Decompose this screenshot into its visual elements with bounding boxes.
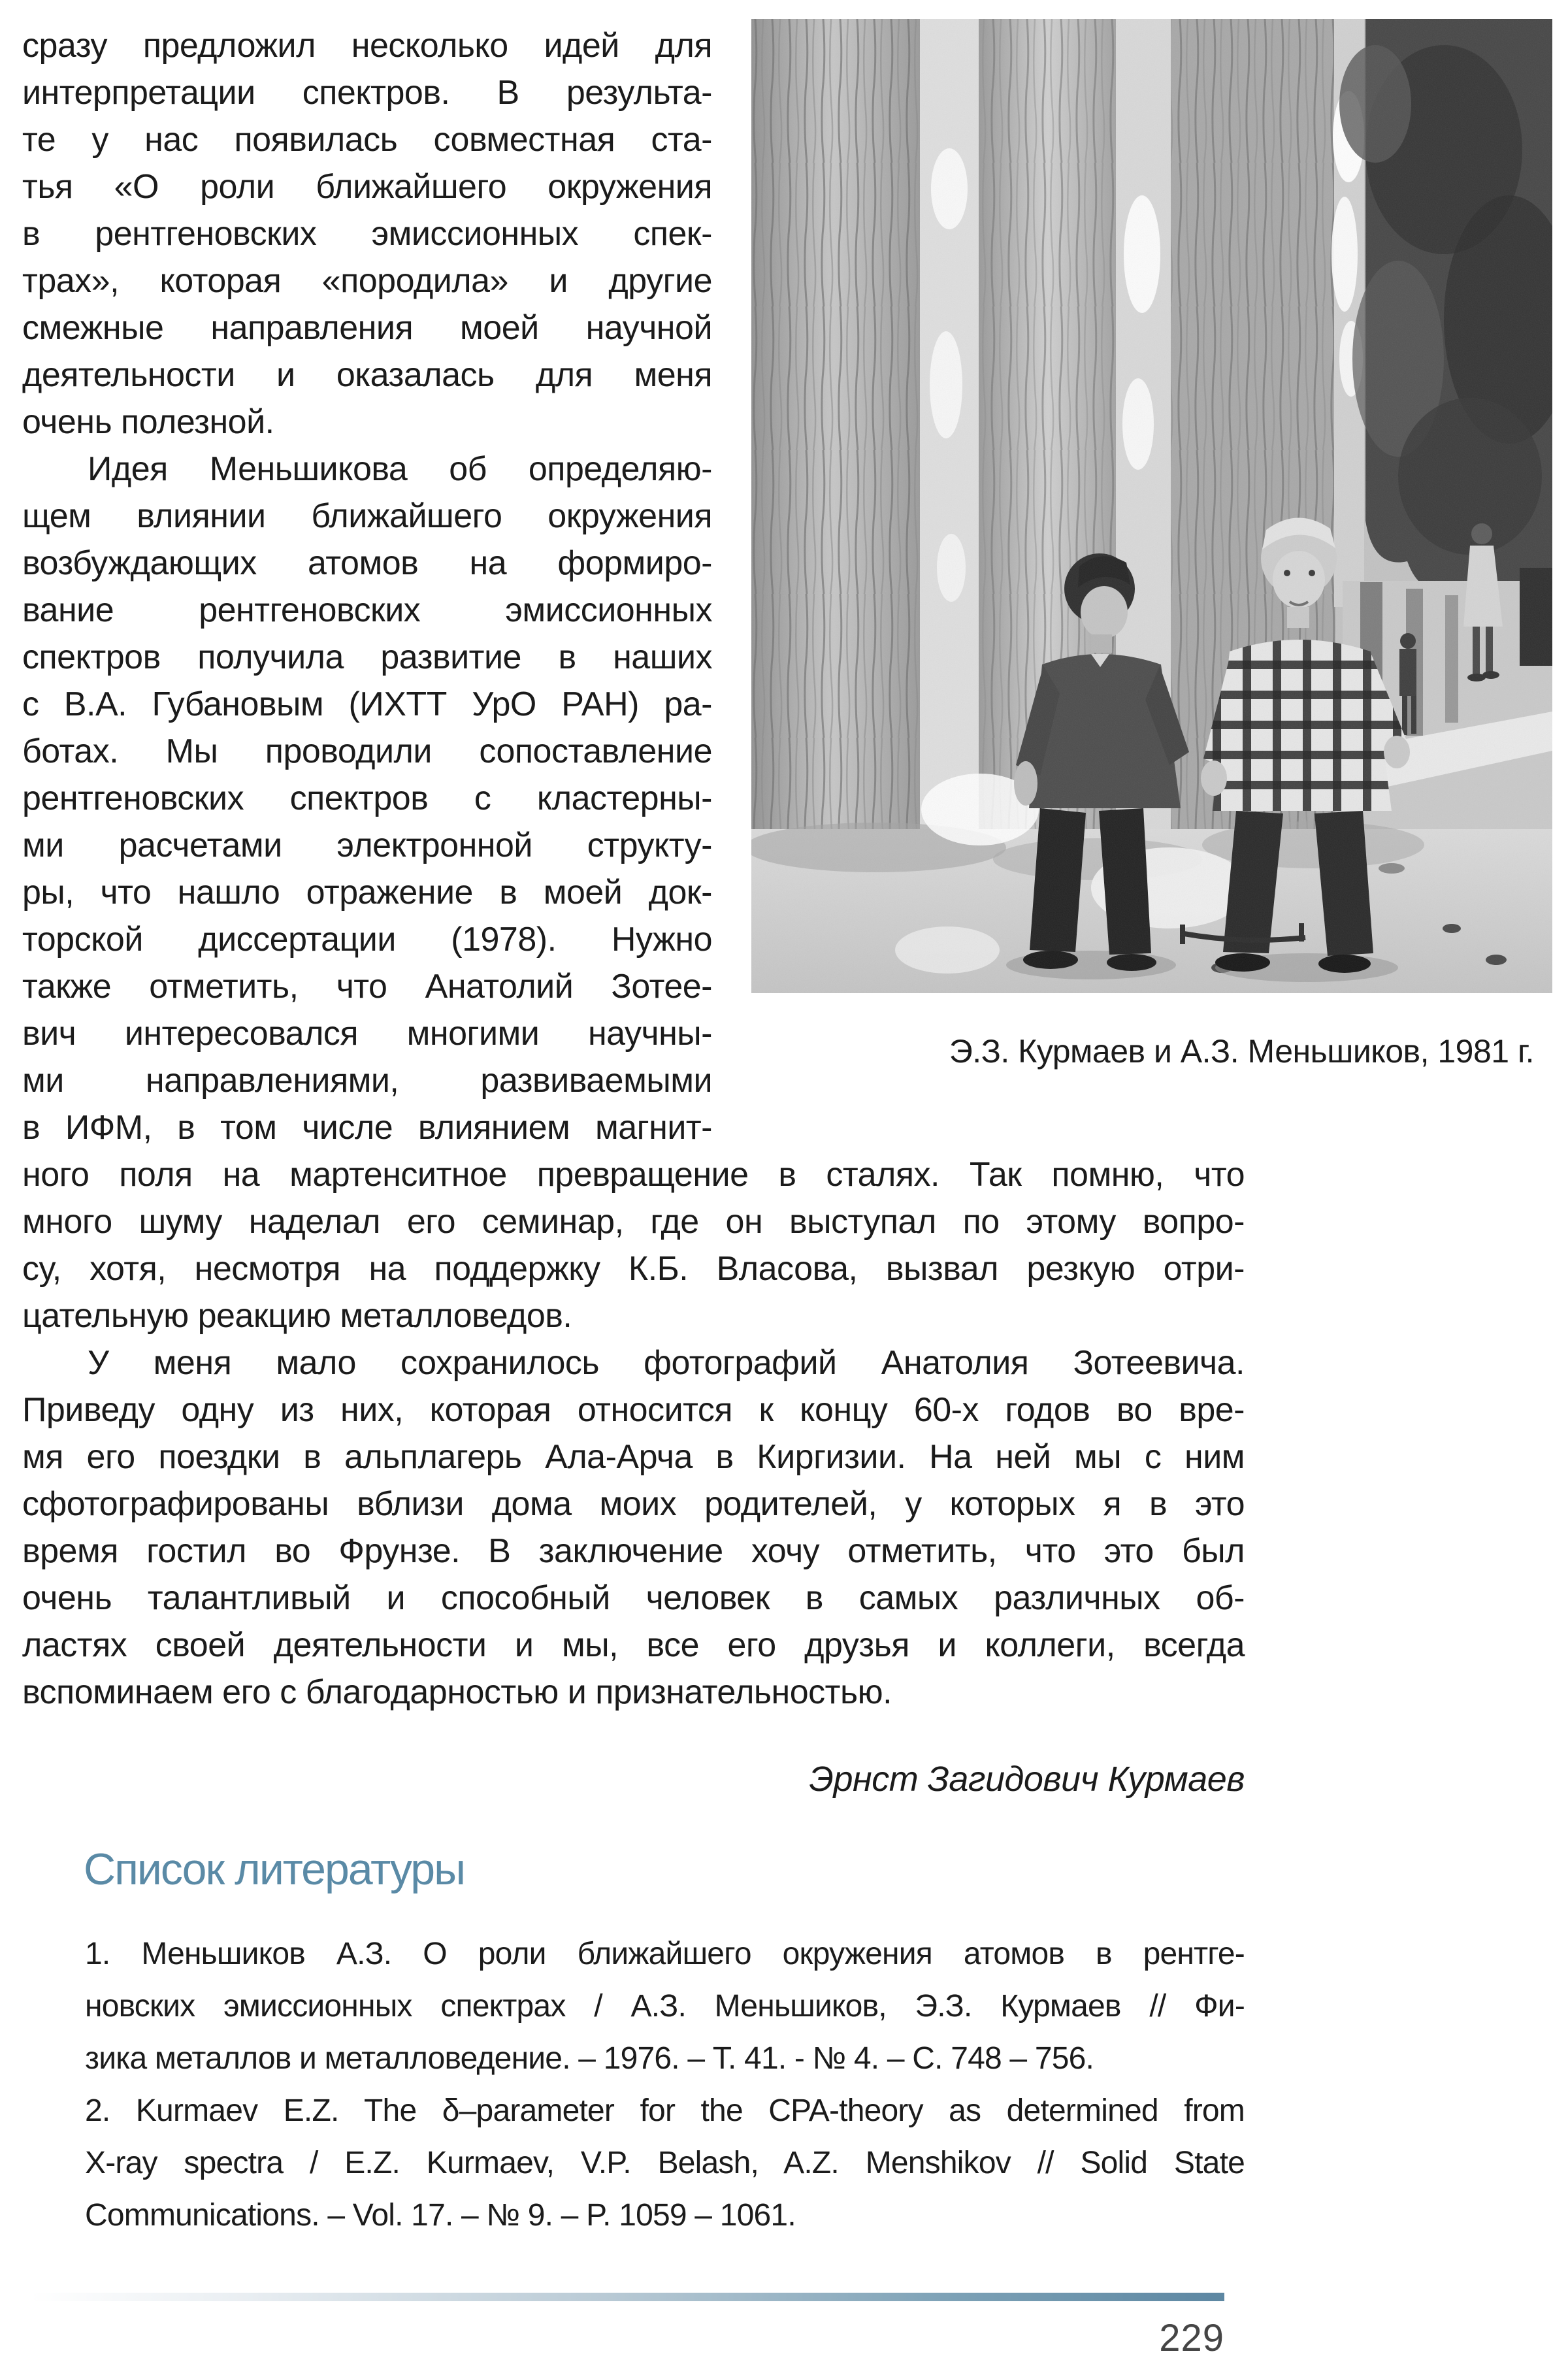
- text-line: торской диссертации (1978). Нужно: [22, 921, 712, 959]
- text-line: ботах. Мы проводили сопоставление: [22, 732, 712, 770]
- text-line: время гостил во Фрунзе. В заключение хочу отметить, что это был: [22, 1532, 1245, 1570]
- text-line: вспоминаем его с благодарностью и признательностью.: [22, 1673, 892, 1711]
- text-line: У меня мало сохранилось фотографий Анатолия Зотеевича.: [88, 1344, 1245, 1382]
- references-list: [85, 1928, 1245, 2242]
- page-number: 229: [1159, 2317, 1224, 2359]
- text-line: сфотографированы вблизи дома моих родителей, у которых я в это: [22, 1485, 1245, 1523]
- text-line: с В.А. Губановым (ИХТТ УрО РАН) ра-: [22, 685, 712, 723]
- text-line: вание рентгеновских эмиссионных: [22, 591, 712, 629]
- text-line: те у нас появилась совместная ста-: [22, 121, 712, 159]
- text-line: 1. Меньшиков А.З. О роли ближайшего окружения атомов в рентге-: [85, 1937, 1245, 1971]
- photo-image: [751, 19, 1552, 993]
- text-line: зика металлов и металловедение. – 1976. – Т. 41. - № 4. – С. 748 – 756.: [85, 2041, 1094, 2076]
- text-line: ного поля на мартенситное превращение в сталях. Так помню, что: [22, 1156, 1245, 1194]
- references-heading: Список литературы: [84, 1844, 465, 1894]
- body-text-column: [22, 22, 712, 1151]
- text-line: очень талантливый и способный человек в самых различных об-: [22, 1579, 1245, 1617]
- photo-caption: Э.З. Курмаев и А.З. Меньшиков, 1981 г.: [949, 1033, 1534, 1070]
- text-line: вич интересовался многими научны-: [22, 1015, 712, 1053]
- text-line: рентгеновских спектров с кластерны-: [22, 779, 712, 817]
- text-line: также отметить, что Анатолий Зотее-: [22, 968, 712, 1006]
- text-line: ми расчетами электронной структу-: [22, 827, 712, 864]
- text-line: сразу предложил несколько идей для: [22, 27, 712, 65]
- text-line: цательную реакцию металловедов.: [22, 1297, 572, 1335]
- text-line: спектров получила развитие в наших: [22, 638, 712, 676]
- text-line: в рентгеновских эмиссионных спек-: [22, 215, 712, 253]
- text-line: тья «О роли ближайшего окружения: [22, 168, 712, 206]
- text-line: смежные направления моей научной: [22, 309, 712, 347]
- text-line: ми направлениями, развиваемыми: [22, 1062, 712, 1100]
- text-line: щем влиянии ближайшего окружения: [22, 497, 712, 535]
- footer-rule: [31, 2293, 1224, 2301]
- text-line: су, хотя, несмотря на поддержку К.Б. Власова, вызвал резкую отри-: [22, 1250, 1245, 1288]
- text-line: X-ray spectra / E.Z. Kurmaev, V.P. Belash, A.Z. Menshikov // Solid State: [85, 2146, 1245, 2180]
- body-text-full: [22, 1151, 1245, 1716]
- text-line: Приведу одну из них, которая относится к концу 60-х годов во вре-: [22, 1391, 1245, 1429]
- text-line: мя его поездки в альплагерь Ала-Арча в Киргизии. На ней мы с ним: [22, 1438, 1245, 1476]
- author-signature: Эрнст Загидович Курмаев: [809, 1760, 1245, 1799]
- text-line: много шуму наделал его семинар, где он выступал по этому вопро-: [22, 1203, 1245, 1241]
- text-line: в ИФМ, в том числе влиянием магнит-: [22, 1109, 712, 1147]
- text-line: деятельности и оказалась для меня: [22, 356, 712, 394]
- text-line: 2. Kurmaev E.Z. The δ–parameter for the CPA-theory as determined from: [85, 2093, 1245, 2128]
- text-line: интерпретации спектров. В результа-: [22, 74, 712, 112]
- text-line: ры, что нашло отражение в моей док-: [22, 874, 712, 911]
- text-line: возбуждающих атомов на формиро-: [22, 544, 712, 582]
- photo: [751, 19, 1552, 993]
- text-line: Communications. – Vol. 17. – № 9. – P. 1059 – 1061.: [85, 2198, 796, 2233]
- text-line: Идея Меньшикова об определяю-: [88, 450, 712, 488]
- text-line: новских эмиссионных спектрах / А.З. Меньшиков, Э.З. Курмаев // Фи-: [85, 1989, 1245, 2024]
- text-line: трах», которая «породила» и другие: [22, 262, 712, 300]
- text-line: ластях своей деятельности и мы, все его друзья и коллеги, всегда: [22, 1626, 1245, 1664]
- text-line: очень полезной.: [22, 403, 274, 441]
